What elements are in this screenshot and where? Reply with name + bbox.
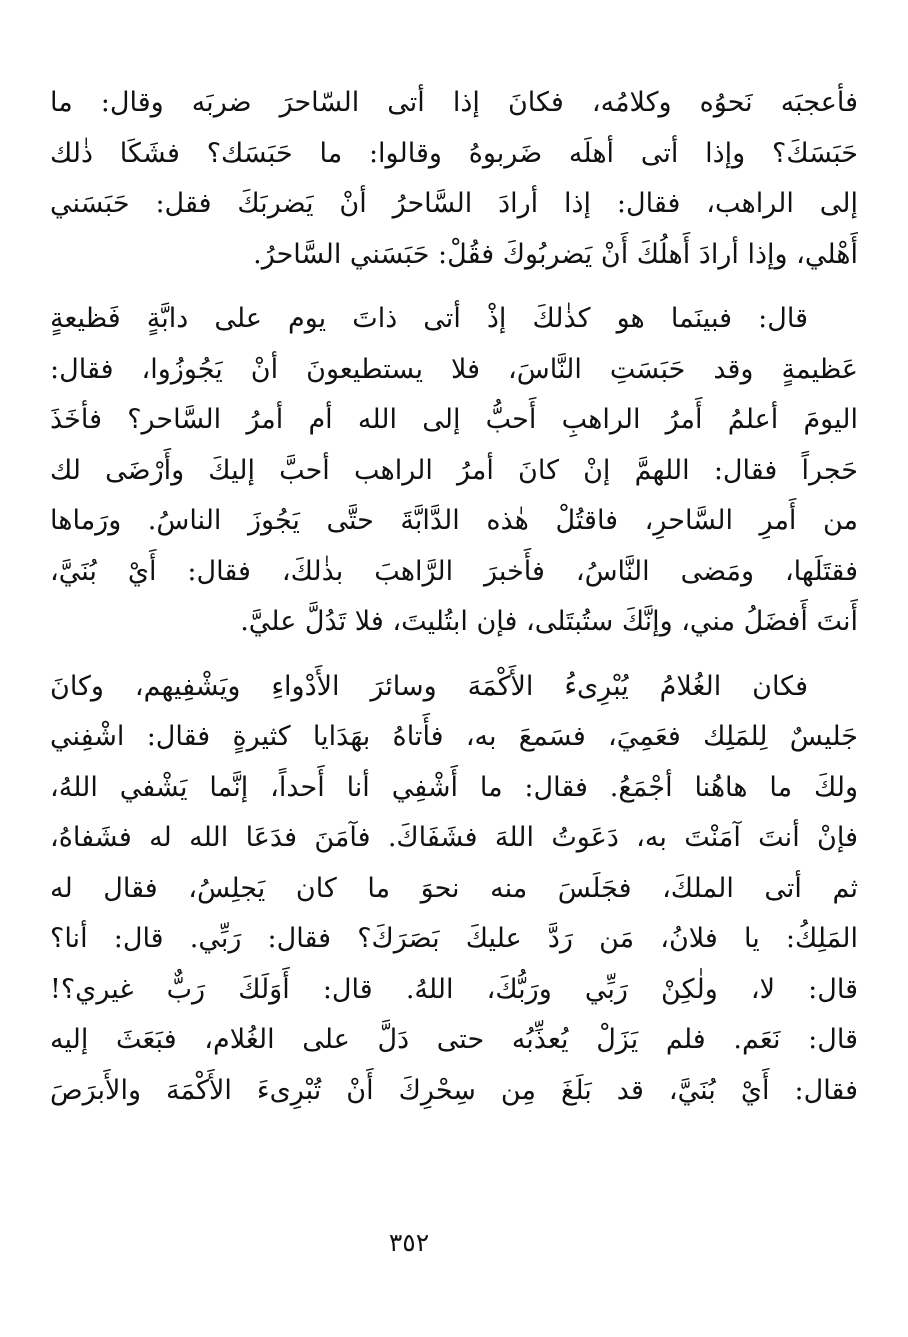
text-line: من أَمرِ السَّاحرِ، فاقتُلْ هٰذه الدَّابَّةَ حتَّى يَجُوزَ الناسُ. ورَماها: [50, 505, 858, 536]
text-line: حَجراً فقال: اللهمَّ إنْ كانَ أمرُ الراهب أحبَّ إليكَ وأَرْضَى لك: [50, 454, 858, 486]
text-line: ولكَ ما هاهُنا أجْمَعُ. فقال: ما أَشْفِي أنا أَحداً، إنَّما يَشْفي اللهُ،: [50, 771, 858, 803]
text-line: ثم أتى الملكَ، فجَلَسَ منه نحوَ ما كان يَجلِسُ، فقال له: [50, 872, 858, 904]
text-line: قال: لا، ولٰكِنْ رَبِّي ورَبُّكَ، اللهُ. قال: أَوَلَكَ رَبٌّ غيري؟!: [50, 973, 858, 1005]
text-line: فقال: أَيْ بُنَيَّ، قد بَلَغَ مِن سِحْرِكَ أَنْ تُبْرِىءَ الأَكْمَهَ والأَبرَصَ: [50, 1074, 858, 1106]
text-line: قال: فبينَما هو كذٰلكَ إذْ أتى ذاتَ يوم على دابَّةٍ فَظيعةٍ: [50, 303, 808, 334]
text-line: فقتَلَها، ومَضى النَّاسُ، فأَخبرَ الرَّاهبَ بذٰلكَ، فقال: أَيْ بُنَيَّ،: [50, 555, 858, 587]
text-line: فأعجبَه نَحوُه وكلامُه، فكانَ إذا أتى السّاحرَ ضربَه وقال: ما: [50, 87, 858, 118]
text-line: فكان الغُلامُ يُبْرِىءُ الأَكْمَهَ وسائرَ الأَدْواءِ ويَشْفِيهم، وكانَ: [50, 670, 808, 702]
paragraph: [50, 78, 858, 280]
paragraph: [50, 662, 858, 1117]
paragraph: [50, 294, 858, 648]
text-line: جَليسٌ لِلمَلِك فعَمِيَ، فسَمعَ به، فأَتاهُ بهَدَايا كثيرةٍ فقال: اشْفِني: [50, 721, 858, 752]
text-line: المَلِكُ: يا فلانُ، مَن رَدَّ عليكَ بَصَرَكَ؟ فقال: رَبِّي. قال: أنا؟: [50, 923, 858, 954]
text-line: إلى الراهب، فقال: إذا أرادَ السَّاحرُ أنْ يَضربَكَ فقل: حَبَسَني: [50, 188, 858, 219]
text-line: اليومَ أعلمُ أَمرُ الراهبِ أَحبُّ إلى الله أم أمرُ السَّاحر؟ فأخَذَ: [50, 404, 858, 435]
text-line: فإنْ أنتَ آمَنْتَ به، دَعَوتُ اللهَ فشَفَاكَ. فآمَنَ فدَعَا الله له فشَفاهُ،: [50, 822, 858, 853]
body-text: [50, 78, 858, 1116]
text-line: أَنتَ أَفضَلُ مني، وإنَّكَ ستُبتَلى، فإن ابتُليتَ، فلا تَدُلَّ عليَّ.: [240, 606, 858, 637]
text-line: أَهْلي، وإذا أرادَ أَهلُكَ أَنْ يَضربُوكَ فقُلْ: حَبَسَني السَّاحرُ.: [253, 238, 858, 270]
text-line: قال: نَعَم. فلم يَزَلْ يُعذِّبُه حتى دَلَّ على الغُلام، فبَعَثَ إليه: [50, 1024, 858, 1055]
text-line: عَظيمةٍ وقد حَبَسَتِ النَّاسَ، فلا يستطيعونَ أنْ يَجُوزُوا، فقال:: [50, 353, 858, 385]
text-line: حَبَسَكَ؟ وإذا أتى أهلَه ضَربوهُ وقالوا: ما حَبَسَك؟ فشَكَا ذٰلك: [50, 137, 858, 169]
page-number: ٣٥٢: [388, 1228, 430, 1257]
